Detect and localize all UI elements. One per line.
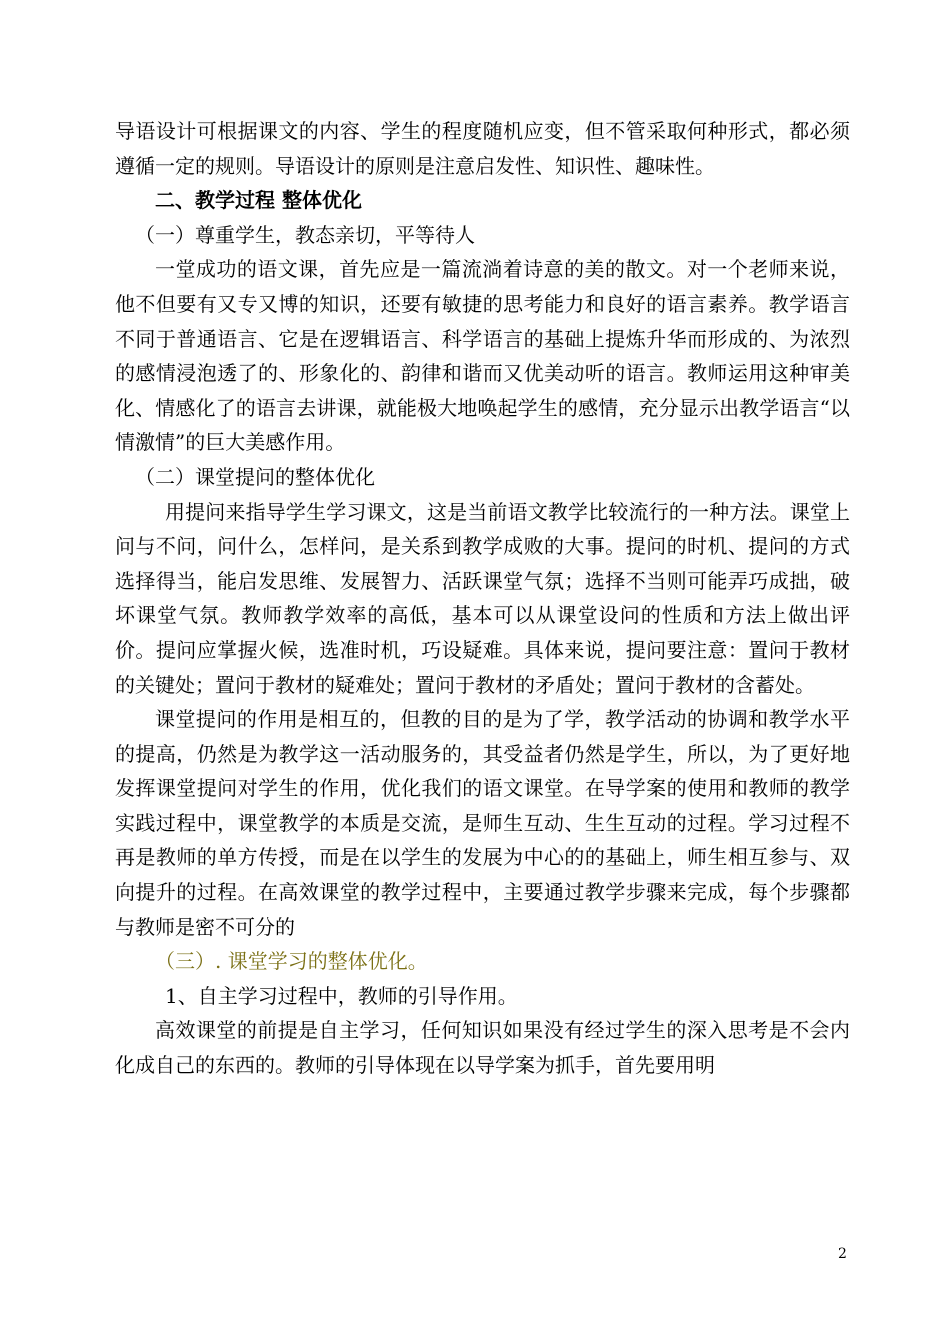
paragraph-teaching-language: 一堂成功的语文课，首先应是一篇流淌着诗意的美的散文。对一个老师来说，他不但要有又专又博的知识，还要有敏捷的思考能力和良好的语言素养。教学语言不同于普通语言、它是在逻辑语言、科学语言的基础上提炼升华而形成的、为浓烈的感情浸泡透了的、形象化的、韵律和谐而又优美动听的语言。教师运用这种审美化、情感化了的语言去讲课，就能极大地唤起学生的感情，充分显示出教学语言“以情激情”的巨大美感作用。: [115, 257, 850, 455]
subheading-classroom-questions: （二）课堂提问的整体优化: [135, 464, 375, 489]
document-body: [115, 114, 850, 1083]
page-number: 2: [838, 1246, 847, 1262]
subheading-classroom-learning: （三）. 课堂学习的整体优化。: [155, 949, 428, 974]
subheading-respect-students: （一）尊重学生，教态亲切，平等待人: [135, 222, 475, 247]
section-heading-teaching-process: 二、教学过程 整体优化: [155, 188, 362, 213]
paragraph-efficient-classroom: 高效课堂的前提是自主学习，任何知识如果没有经过学生的深入思考是不会内化成自己的东西的。教师的引导体现在以导学案为抓手，首先要用明: [115, 1018, 850, 1078]
paragraph-intro-continued: 导语设计可根据课文的内容、学生的程度随机应变，但不管采取何种形式，都必须遵循一定的规则。导语设计的原则是注意启发性、知识性、趣味性。: [115, 119, 850, 178]
paragraph-questioning-method: 用提问来指导学生学习课文，这是当前语文教学比较流行的一种方法。课堂上问与不问，问什么，怎样问，是关系到教学成败的大事。提问的时机、提问的方式选择得当，能启发思维、发展智力、活跃课堂气氛；选择不当则可能弄巧成拙，破坏课堂气氛。教师教学效率的高低，基本可以从课堂设问的性质和方法上做出评价。提问应掌握火候，选准时机，巧设疑难。具体来说，提问要注意：置问于教材的关键处；置问于教材的疑难处；置问于教材的矛盾处；置问于教材的含蓄处。: [115, 499, 850, 697]
subheading-self-study: 1、自主学习过程中，教师的引导作用。: [165, 983, 518, 1008]
paragraph-questioning-role: 课堂提问的作用是相互的，但教的目的是为了学，教学活动的协调和教学水平的提高，仍然是为教学这一活动服务的，其受益者仍然是学生，所以，为了更好地发挥课堂提问对学生的作用，优化我们的语文课堂。在导学案的使用和教师的教学实践过程中，课堂教学的本质是交流，是师生互动、生生互动的过程。学习过程不再是教师的单方传授，而是在以学生的发展为中心的的基础上，师生相互参与、双向提升的过程。在高效课堂的教学过程中，主要通过教学步骤来完成，每个步骤都与教师是密不可分的: [115, 707, 850, 939]
